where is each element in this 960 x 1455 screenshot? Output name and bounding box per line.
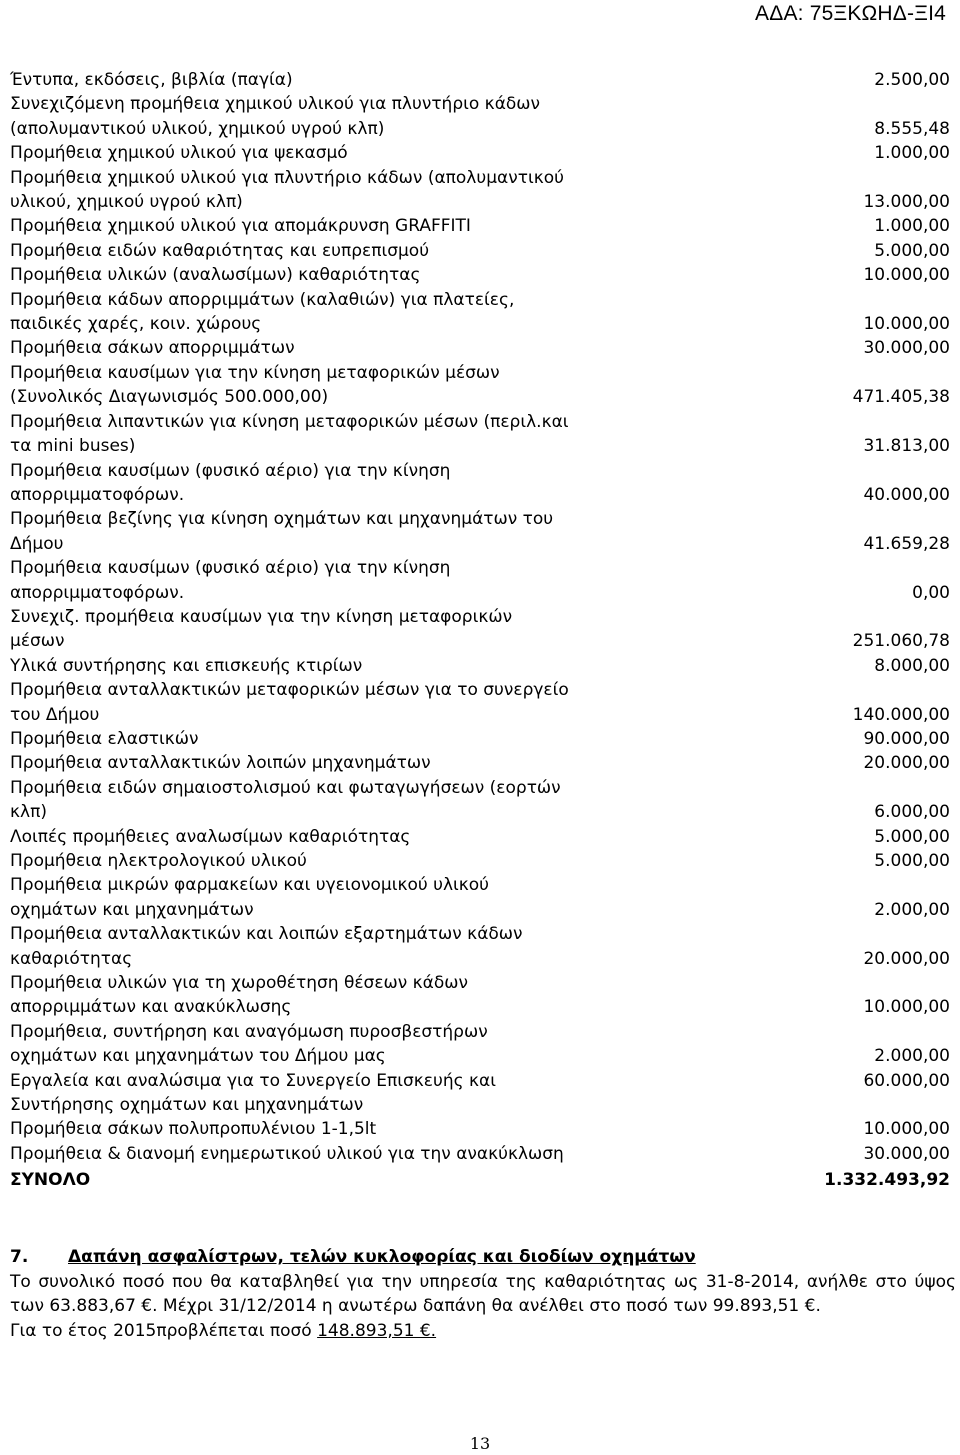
expense-amount: 10.000,00 [863, 314, 950, 335]
expense-row [10, 727, 950, 751]
expense-description: Λοιπές προμήθειες αναλωσίμων καθαριότητας [10, 826, 411, 847]
expense-row [10, 605, 950, 654]
expense-description: Συνεχιζ. προμήθεια καυσίμων για την κίνηση μεταφορικών μέσων [10, 606, 513, 652]
expense-amount: 90.000,00 [863, 728, 950, 749]
expense-row [10, 459, 950, 508]
expense-row [10, 776, 950, 825]
expense-row [10, 1142, 950, 1166]
expense-amount: 20.000,00 [863, 753, 950, 774]
expense-row [10, 239, 950, 263]
expense-description: Προμήθεια ελαστικών [10, 728, 199, 749]
expense-description: Προμήθεια κάδων απορριμμάτων (καλαθιών) για πλατείες, παιδικές χαρές, κοιν. χώρους [10, 289, 515, 335]
expense-table [10, 68, 950, 1193]
expense-description: Προμήθεια χημικού υλικού για πλυντήριο κάδων (απολυμαντικού υλικού, χημικού υγρού κλπ) [10, 167, 564, 213]
expense-description: Προμήθεια σάκων πολυπροπυλένιου 1-1,5lt [10, 1119, 377, 1140]
expense-row [10, 922, 950, 971]
expense-row [10, 214, 950, 238]
expense-row [10, 654, 950, 678]
expense-description: Έντυπα, εκδόσεις, βιβλία (παγία) [10, 70, 293, 90]
expense-description: Προμήθεια ανταλλακτικών μεταφορικών μέσων για το συνεργείο του Δήμου [10, 680, 569, 725]
expense-amount: 10.000,00 [863, 997, 950, 1018]
expense-description: Προμήθεια υλικών (αναλωσίμων) καθαριότητας [10, 265, 421, 286]
expense-amount: 2.000,00 [874, 1046, 950, 1067]
expense-row [10, 92, 950, 141]
expense-row [10, 68, 950, 92]
expense-row [10, 1020, 950, 1069]
expense-row [10, 751, 950, 775]
total-row [10, 1166, 950, 1192]
expense-amount: 2.500,00 [874, 70, 950, 90]
forecast-amount: 148.893,51 €. [317, 1320, 437, 1341]
expense-row [10, 556, 950, 605]
forecast-text: Για το έτος 2015προβλέπεται ποσό [10, 1320, 318, 1341]
expense-row [10, 166, 950, 215]
expense-description: Προμήθεια υλικών για τη χωροθέτηση θέσεων κάδων απορριμμάτων και ανακύκλωσης [10, 973, 469, 1018]
expense-description: Προμήθεια σάκων απορριμμάτων [10, 338, 295, 359]
expense-amount: 6.000,00 [874, 802, 950, 823]
expense-amount: 2.000,00 [874, 899, 950, 920]
expense-description: Προμήθεια ανταλλακτικών και λοιπών εξαρτημάτων κάδων καθαριότητας [10, 924, 523, 969]
expense-amount: 471.405,38 [852, 387, 950, 408]
ada-code: ΑΔΑ: 75ΞΚΩΗΔ-ΞΙ4 [755, 2, 946, 25]
expense-amount: 1.000,00 [874, 216, 950, 237]
expense-amount: 10.000,00 [863, 1119, 950, 1140]
expense-description: Προμήθεια ειδών καθαριότητας και ευπρεπισμού [10, 240, 430, 261]
expense-amount: 140.000,00 [852, 704, 950, 725]
expense-amount: 251.060,78 [852, 631, 950, 652]
expense-description: Προμήθεια χημικού υλικού για ψεκασμό [10, 143, 348, 164]
expense-amount: 40.000,00 [863, 484, 950, 505]
expense-amount: 0,00 [912, 582, 950, 603]
total-label: ΣΥΝΟΛΟ [10, 1170, 91, 1191]
expense-amount: 20.000,00 [863, 948, 950, 969]
expense-amount: 30.000,00 [863, 338, 950, 359]
expense-description: Προμήθεια ανταλλακτικών λοιπών μηχανημάτων [10, 753, 431, 774]
expense-rows [10, 68, 950, 1166]
section-7 [10, 1245, 956, 1343]
expense-amount: 5.000,00 [874, 826, 950, 847]
expense-row [10, 263, 950, 287]
section-paragraph: Το συνολικό ποσό που θα καταβληθεί για την υπηρεσία της καθαριότητας ως 31-8-2014, ανήλθε στο ύψος των 63.883,67 €. Μέχρι 31/12/2014 η ανωτέρω δαπάνη θα ανέλθει στο ποσό των 99.893,51 €. [10, 1271, 956, 1316]
expense-description: Προμήθεια βεζίνης για κίνηση οχημάτων και μηχανημάτων του Δήμου [10, 509, 554, 554]
section-number: 7. [10, 1247, 29, 1267]
expense-amount: 5.000,00 [874, 240, 950, 261]
expense-row [10, 678, 950, 727]
expense-row [10, 141, 950, 165]
expense-description: Εργαλεία και αναλώσιμα για το Συνεργείο Επισκευής και Συντήρησης οχημάτων και μηχανημάτων [10, 1070, 496, 1116]
page-number: 13 [469, 1434, 491, 1453]
expense-row [10, 873, 950, 922]
expense-row [10, 825, 950, 849]
section-title: Δαπάνη ασφαλίστρων, τελών κυκλοφορίας και διοδίων οχημάτων [68, 1247, 696, 1267]
expense-row [10, 971, 950, 1020]
expense-description: Υλικά συντήρησης και επισκευής κτιρίων [10, 655, 363, 676]
expense-amount: 10.000,00 [863, 265, 950, 286]
expense-amount: 1.000,00 [874, 143, 950, 164]
expense-row [10, 336, 950, 360]
expense-description: Προμήθεια ειδών σημαιοστολισμού και φωταγωγήσεων (εορτών κλπ) [10, 777, 561, 823]
expense-description: Προμήθεια καυσίμων (φυσικό αέριο) για την κίνηση απορριμματοφόρων. [10, 558, 451, 603]
expense-amount: 41.659,28 [863, 533, 950, 554]
expense-description: Προμήθεια καυσίμων για την κίνηση μεταφορικών μέσων (Συνολικός Διαγωνισμός 500.000,00) [10, 362, 500, 408]
section-heading [10, 1245, 956, 1270]
expense-description: Συνεχιζόμενη προμήθεια χημικού υλικού για πλυντήριο κάδων (απολυμαντικού υλικού, χημικού υγρού κλπ) [10, 94, 541, 139]
expense-amount: 5.000,00 [874, 851, 950, 871]
expense-row [10, 507, 950, 556]
expense-description: Προμήθεια λιπαντικών για κίνηση μεταφορικών μέσων (περιλ.και τα mini buses) [10, 411, 569, 457]
expense-row [10, 361, 950, 410]
expense-amount: 31.813,00 [863, 436, 950, 457]
expense-amount: 8.555,48 [874, 118, 950, 139]
expense-description: Προμήθεια μικρών φαρμακείων και υγειονομικού υλικού οχημάτων και μηχανημάτων [10, 875, 490, 920]
expense-amount: 13.000,00 [863, 192, 950, 213]
expense-description: Προμήθεια & διανομή ενημερωτικού υλικού για την ανακύκλωση [10, 1143, 564, 1164]
section-forecast [10, 1319, 956, 1344]
expense-description: Προμήθεια ηλεκτρολογικού υλικού [10, 851, 307, 871]
expense-row [10, 1117, 950, 1141]
expense-row [10, 410, 950, 459]
expense-amount: 30.000,00 [863, 1143, 950, 1164]
expense-row [10, 1069, 950, 1118]
expense-description: Προμήθεια, συντήρηση και αναγόμωση πυροσβεστήρων οχημάτων και μηχανημάτων του Δήμου μας [10, 1021, 488, 1067]
expense-row [10, 849, 950, 873]
expense-amount: 60.000,00 [863, 1070, 950, 1091]
expense-description: Προμήθεια χημικού υλικού για απομάκρυνση GRAFFITI [10, 216, 471, 237]
expense-description: Προμήθεια καυσίμων (φυσικό αέριο) για την κίνηση απορριμματοφόρων. [10, 460, 451, 505]
total-amount: 1.332.493,92 [824, 1170, 950, 1191]
expense-amount: 8.000,00 [874, 655, 950, 676]
expense-row [10, 288, 950, 337]
